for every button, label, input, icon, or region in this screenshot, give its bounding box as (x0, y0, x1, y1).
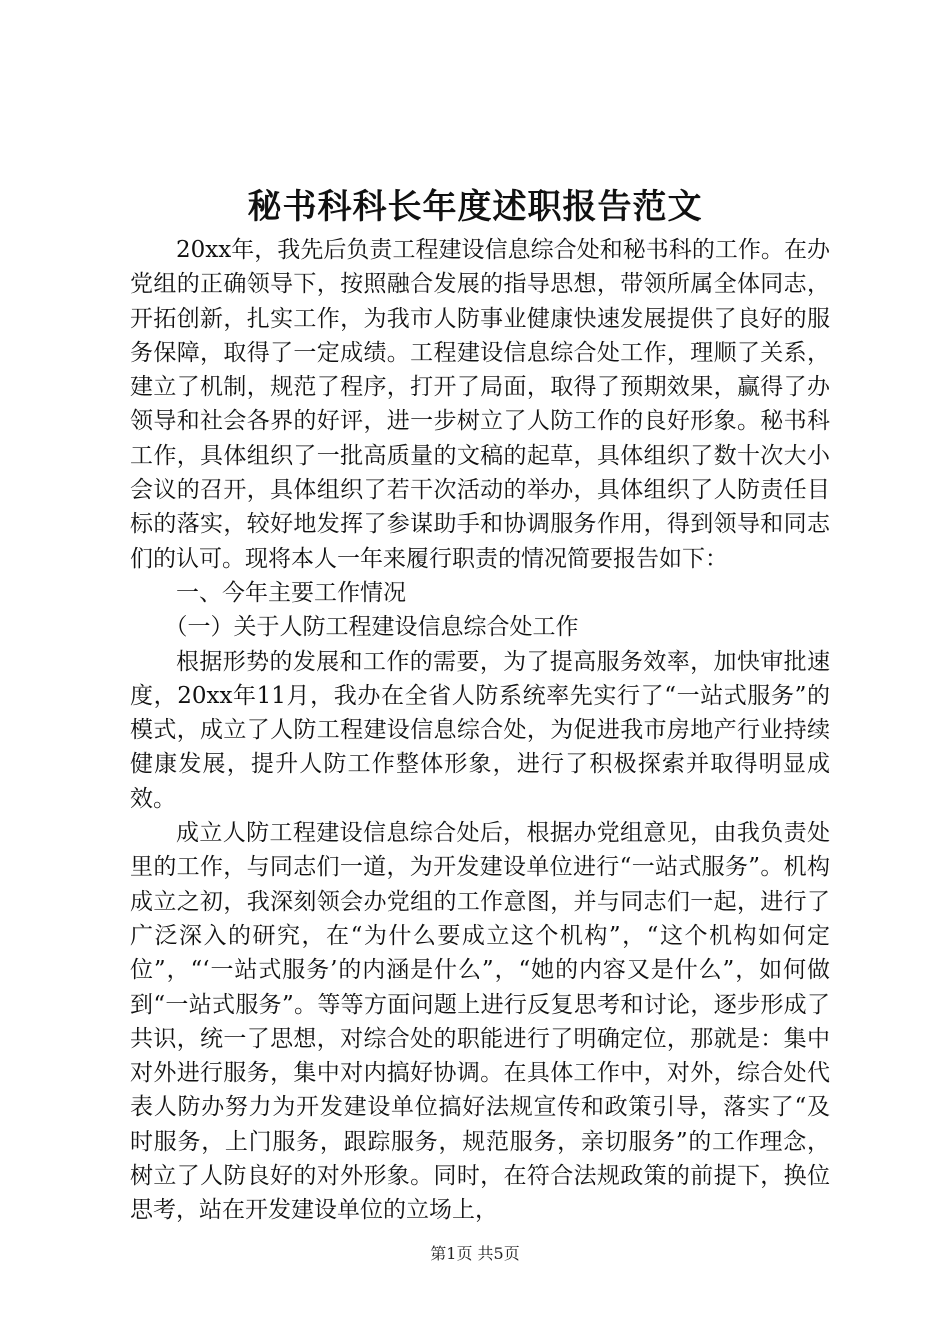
subsection-heading: （一）关于人防工程建设信息综合处工作 (164, 614, 579, 641)
document-title: 秘书科科长年度述职报告范文 (247, 187, 703, 227)
document-body (130, 233, 830, 1228)
body-paragraph: 20xx年，我先后负责工程建设信息综合处和秘书科的工作。在办党组的正确领导下，按照融合发展的指导思想，带领所属全体同志，开拓创新，扎实工作，为我市人防事业健康快速发展提供了良好的服务保障，取得了一定成绩。工程建设信息综合处工作，理顺了关系，建立了机制，规范了程序，打开了局面，取得了预期效果，赢得了办领导和社会各界的好评，进一步树立了人防工作的良好形象。秘书科工作，具体组织了一批高质量的文稿的起草，具体组织了数十次大小会议的召开，具体组织了若干次活动的举办，具体组织了人防责任目标的落实，较好地发挥了参谋助手和协调服务作用，得到领导和同志们的认可。现将本人一年来履行职责的情况简要报告如下： (130, 237, 830, 572)
body-paragraph: 根据形势的发展和工作的需要，为了提高服务效率，加快审批速度，20xx年11月，我办在全省人防系统率先实行了“一站式服务”的模式，成立了人防工程建设信息综合处，为促进我市房地产行业持续健康发展，提升人防工作整体形象，进行了积极探索并取得明显成效。 (130, 648, 830, 812)
page-footer: 第1页 共5页 (430, 1244, 520, 1263)
section-heading: 一、今年主要工作情况 (176, 579, 406, 606)
body-paragraph: 成立人防工程建设信息综合处后，根据办党组意见，由我负责处里的工作，与同志们一道，为开发建设单位进行“一站式服务”。机构成立之初，我深刻领会办党组的工作意图，并与同志们一起，进行了广泛深入的研究，在“为什么要成立这个机构”，“这个机构如何定位”，“‘一站式服务’的内涵是什么”，“她的内容又是什么”，如何做到“一站式服务”。等等方面问题上进行反复思考和讨论，逐步形成了共识，统一了思想，对综合处的职能进行了明确定位，那就是：集中对外进行服务，集中对内搞好协调。在具体工作中，对外，综合处代表人防办努力为开发建设单位搞好法规宣传和政策引导，落实了“及时服务，上门服务，跟踪服务，规范服务，亲切服务”的工作理念，树立了人防良好的对外形象。同时，在符合法规政策的前提下，换位思考，站在开发建设单位的立场上， (130, 820, 830, 1224)
